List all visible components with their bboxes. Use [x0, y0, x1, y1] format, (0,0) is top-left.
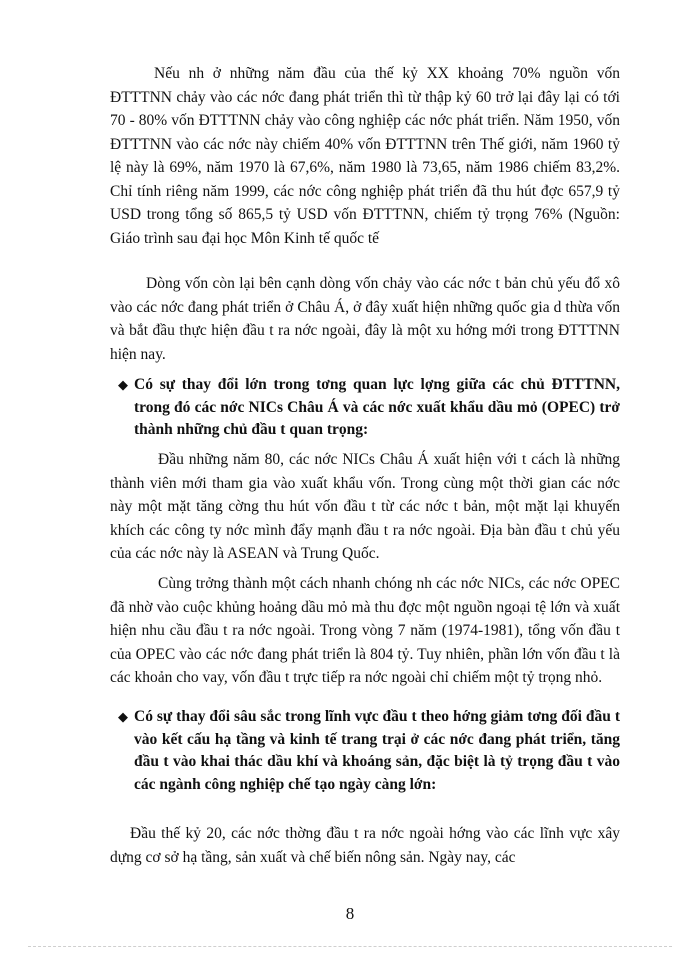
- paragraph-nics-capital-export: Đầu những năm 80, các nớc NICs Châu Á xuất hiện với t cách là những thành viên mới tham gia vào xuất khẩu vốn. Trong cùng một thời gian các nớc này một mặt tăng cờng thu hút vốn đầu t từ các nớc t bản, một mặt lại khuyến khích các công ty nớc mình đẩy mạnh đầu t ra nớc ngoài. Địa bàn đầu t chủ yếu của các nớc này là ASEAN và Trung Quốc.: [110, 451, 620, 562]
- paragraph-early-20th-century: Đầu thế kỷ 20, các nớc thờng đầu t ra nớc ngoài hớng vào các lĩnh vực xây dựng cơ sở hạ tầng, sản xuất và chế biến nông sản. Ngày nay, các: [110, 825, 620, 866]
- paragraph-fdi-developed-share: Nếu nh ở những năm đầu của thế kỷ XX khoảng 70% nguồn vốn ĐTTTNN chảy vào các nớc đang phát triển thì từ thập kỷ 60 trở lại đây lại có tới 70 - 80% vốn ĐTTTNN chảy vào công nghiệp các nớc phát triển. Năm 1950, vốn ĐTTTNN vào các nớc này chiếm 40% vốn ĐTTTNN trên Thế giới, năm 1960 tỷ lệ này là 69%, năm 1970 là 67,6%, năm 1980 là 73,65, năm 1986 chiếm 83,2%. Chỉ tính riêng năm 1999, các nớc công nghiệp phát triển đã thu hút đợc 657,9 tỷ USD trong tổng số 865,5 tỷ USD vốn ĐTTTNN, chiếm tỷ trọng 76% (Nguồn: Giáo trình sau đại học Môn Kinh tế quốc tế: [110, 65, 620, 247]
- diamond-bullet-icon: ◆: [118, 709, 128, 724]
- page-number: 8: [345, 904, 355, 923]
- diamond-bullet-icon: ◆: [118, 377, 128, 392]
- bullet-shift-investment-sectors: [118, 706, 620, 796]
- paragraph-remaining-capital-asia: Dòng vốn còn lại bên cạnh dòng vốn chảy vào các nớc t bản chủ yếu đổ xô vào các nớc đang phát triển ở Châu Á, ở đây xuất hiện những quốc gia d thừa vốn và bắt đầu thực hiện đầu t ra nớc ngoài, đây là một xu hớng mới trong ĐTTTNN hiện nay.: [110, 275, 620, 363]
- bullet-shift-investor-balance: [118, 374, 620, 442]
- paragraph-opec-investment: Cùng trởng thành một cách nhanh chóng nh các nớc NICs, các nớc OPEC đã nhờ vào cuộc khủng hoảng dầu mỏ mà thu đợc một nguồn ngoại tệ lớn và xuất hiện nhu cầu đầu t ra nớc ngoài. Trong vòng 7 năm (1974-1981), tổng vốn đầu t của OPEC vào các nớc đang phát triển là 804 tỷ. Tuy nhiên, phần lớn vốn đầu t là các khoản cho vay, vốn đầu t trực tiếp ra nớc ngoài chỉ chiếm một tỷ trọng nhỏ.: [110, 575, 620, 686]
- bullet-text: Có sự thay đổi lớn trong tơng quan lực lợng giữa các chủ ĐTTTNN, trong đó các nớc NICs Châu Á và các nớc xuất khẩu dầu mỏ (OPEC) trở thành những chủ đầu t quan trọng:: [134, 376, 620, 438]
- footer-divider: [28, 946, 672, 947]
- bullet-text: Có sự thay đổi sâu sắc trong lĩnh vực đầu t theo hớng giảm tơng đối đầu t vào kết cấu hạ tầng và kinh tế trang trại ở các nớc đang phát triển, tăng đầu t vào khai thác dầu khí và khoáng sản, đặc biệt là tỷ trọng đầu t vào các ngành công nghiệp chế tạo ngày càng lớn:: [134, 708, 620, 793]
